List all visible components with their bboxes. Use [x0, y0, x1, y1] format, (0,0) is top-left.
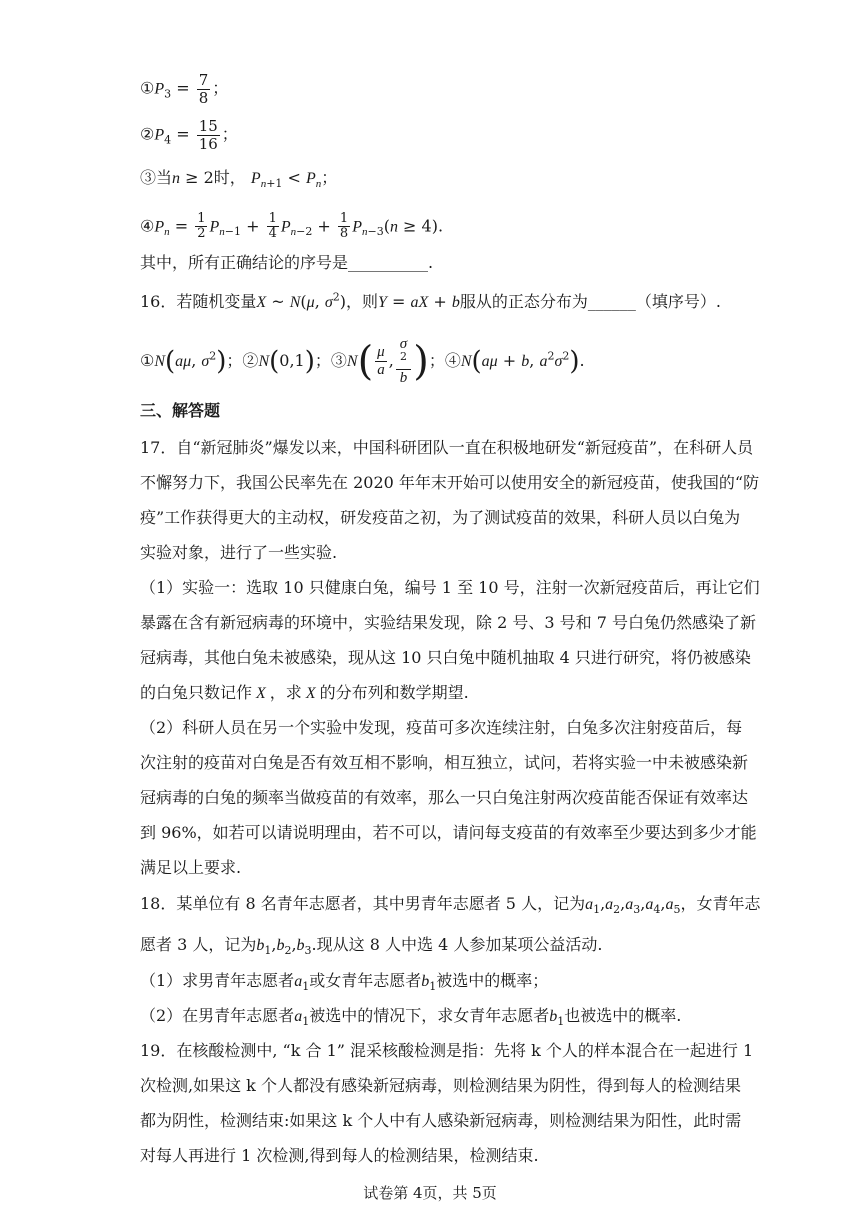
item-marker: ①	[140, 78, 155, 98]
q17-part2-line: 到 96%，如若可以请说明理由，若不可以，请问每支疫苗的有效率至少要达到多少才能	[140, 823, 757, 842]
conclusion-2: $②P_4$ = $\frac{15}{16}$ ；	[140, 117, 238, 153]
q19-line: 对每人再进行 1 次检测,得到每人的检测结果，检测结束.	[140, 1146, 539, 1165]
q18-line: 愿者 3 人，记为$b_1,b_2,b_3$.现从这 8 人中选 4 人参加某项公益活动.	[140, 935, 603, 958]
q18-part1: （1）求男青年志愿者$a_1$或女青年志愿者$b_1$被选中的概率；	[140, 971, 549, 994]
q18-line: 18．某单位有 8 名青年志愿者，其中男青年志愿者 5 人，记为$a_1,a_2,a_3,a_4,a_5$，女青年志	[140, 894, 761, 917]
q17-line: 17．自“新冠肺炎”爆发以来，中国科研团队一直在积极地研发“新冠疫苗”，在科研人员	[140, 438, 754, 457]
conclusion-1: $①P_3$ = $\frac{7}{8}$ ；	[140, 71, 229, 107]
q17-part1-line: 的白兔只数记作 X ，求 X 的分布列和数学期望.	[140, 683, 469, 702]
q17-part2-line: 次注射的疫苗对白兔是否有效互相不影响，相互独立，试问，若将实验一中未被感染新	[140, 753, 749, 772]
q17-line: 疫”工作获得更大的主动权，研发疫苗之初，为了测试疫苗的效果，科研人员以白兔为	[140, 508, 741, 527]
conclusion-3: ③当n ≥ 2时， $P_{n+1} < P_n$；	[140, 168, 338, 191]
q19-line: 都为阴性，检测结束:如果这 k 个人中有人感染新冠病毒，则检测结果为阳性，此时需	[140, 1111, 742, 1130]
item-marker: ④	[140, 216, 155, 236]
q17-part1-line: （1）实验一：选取 10 只健康白兔，编号 1 至 10 号，注射一次新冠疫苗后，再让它们	[140, 578, 760, 597]
q17-part1-line: 冠病毒，其他白兔未被感染，现从这 10 只白兔中随机抽取 4 只进行研究，将仍被感染	[140, 648, 751, 667]
q17-part2-line: 满足以上要求.	[140, 858, 242, 877]
q17-line: 实验对象，进行了一些实验.	[140, 543, 338, 562]
q17-part2-line: （2）科研人员在另一个实验中发现，疫苗可多次连续注射，白兔多次注射疫苗后，每	[140, 718, 743, 737]
q18-part2: （2）在男青年志愿者$a_1$被选中的情况下，求女青年志愿者$b_1$也被选中的概率.	[140, 1006, 682, 1029]
item-marker: ②	[140, 124, 155, 144]
q17-line: 不懈努力下，我国公民率先在 2020 年年末开始可以使用安全的新冠疫苗，使我国的“防	[140, 473, 760, 492]
q15-tail: 其中，所有正确结论的序号是__________.	[140, 253, 434, 272]
item-marker: ③	[140, 168, 157, 187]
section-title: 三、解答题	[140, 401, 221, 420]
conclusion-4: $④P_n$ = $\frac{1}{2}$ $P_{n-1}$ + $\frac{1}{4}$ $P_{n-2}$ + $\frac{1}{8}$ $P_{n-3}(n \ge 4)$.	[140, 211, 444, 242]
q16-options: ①N(aμ, $\sigma^2$)；②N(0,1)；③N( $\frac{\mu}{a}$ , σ $^2$ b )；④N(aμ + b, $a^2\sigma^2$).	[140, 336, 585, 386]
q19-line: 次检测,如果这 k 个人都没有感染新冠病毒，则检测结果为阴性，得到每人的检测结果	[140, 1076, 741, 1095]
q17-part1-line: 暴露在含有新冠病毒的环境中，实验结果发现，除 2 号、3 号和 7 号白兔仍然感染了新	[140, 613, 756, 632]
question-16: 16．若随机变量X ~ N(μ, $\sigma^2$)，则Y = aX + b服从的正态分布为______（填序号）.	[140, 290, 721, 311]
page-footer: 试卷第 4页，共 5页	[363, 1184, 497, 1202]
q19-line: 19．在核酸检测中, “k 合 1” 混采核酸检测是指：先将 k 个人的样本混合在一起进行 1	[140, 1041, 754, 1060]
q17-part2-line: 冠病毒的白兔的频率当做疫苗的有效率，那么一只白兔注射两次疫苗能否保证有效率达	[140, 788, 749, 807]
